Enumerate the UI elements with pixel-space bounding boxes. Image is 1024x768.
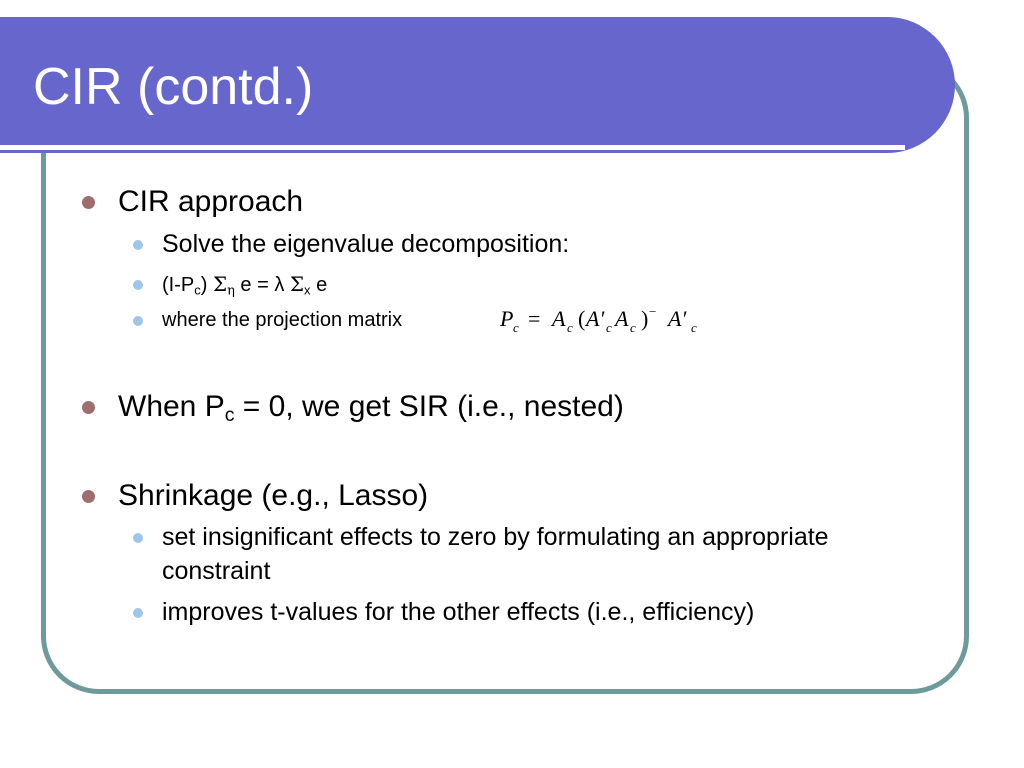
bullet-text: When P bbox=[118, 390, 225, 423]
formula-symbol: A bbox=[552, 306, 566, 331]
bullet-text: = 0, we get SIR (i.e., nested) bbox=[234, 390, 624, 423]
bullet-dot-level1 bbox=[82, 401, 95, 414]
projection-matrix-formula bbox=[498, 302, 708, 336]
formula-symbol: A′ bbox=[586, 306, 605, 331]
slide-title: CIR (contd.) bbox=[33, 58, 314, 116]
bullet-dot-level2 bbox=[133, 280, 143, 290]
formula-subscript: c bbox=[513, 320, 519, 335]
sub-bullet-insignificant: set insignificant effects to zero by formulating an appropriate constraint bbox=[162, 523, 829, 585]
formula-superscript: − bbox=[649, 304, 657, 319]
bullet-dot-level2 bbox=[133, 533, 143, 543]
bullet-dot-level2 bbox=[133, 608, 143, 618]
sigma-symbol: Σ bbox=[212, 272, 228, 296]
formula-symbol: P bbox=[500, 306, 514, 331]
bullet-shrinkage: Shrinkage (e.g., Lasso) bbox=[118, 479, 429, 512]
formula-subscript: c bbox=[691, 320, 697, 335]
equation-text: e bbox=[310, 274, 328, 296]
bullet-dot-level2 bbox=[133, 316, 143, 326]
formula-subscript: c bbox=[606, 320, 612, 335]
formula-operator: ( bbox=[578, 306, 586, 331]
bullet-dot-level1 bbox=[82, 490, 95, 503]
bullet-dot-level1 bbox=[82, 196, 95, 209]
formula-symbol: A′ bbox=[668, 306, 687, 331]
equation-text: e = λ bbox=[234, 274, 290, 296]
bullet-dot-level2 bbox=[133, 240, 143, 250]
bullet-cir-approach: CIR approach bbox=[118, 185, 304, 218]
equation-text: ) bbox=[200, 274, 213, 296]
equation-subscript: c bbox=[194, 282, 201, 298]
formula-operator: = bbox=[528, 306, 541, 331]
sub-bullet-t-values: improves t-values for the other effects (i.e., efficiency) bbox=[162, 598, 755, 626]
bullet-subscript: c bbox=[224, 403, 235, 426]
sub-bullet-equation bbox=[162, 267, 327, 302]
equation-subscript: x bbox=[304, 282, 311, 298]
formula-operator: ) bbox=[641, 306, 649, 331]
equation-text: (I-P bbox=[162, 274, 195, 296]
formula-subscript: c bbox=[567, 320, 573, 335]
formula-symbol: A bbox=[615, 306, 629, 331]
sigma-symbol: Σ bbox=[289, 272, 305, 296]
sub-bullet-projection: where the projection matrix bbox=[162, 309, 403, 331]
bullet-when-pc bbox=[118, 390, 624, 424]
formula-subscript: c bbox=[630, 320, 636, 335]
sub-bullet-eigenvalue: Solve the eigenvalue decomposition: bbox=[162, 230, 570, 258]
equation-subscript: η bbox=[227, 283, 235, 299]
